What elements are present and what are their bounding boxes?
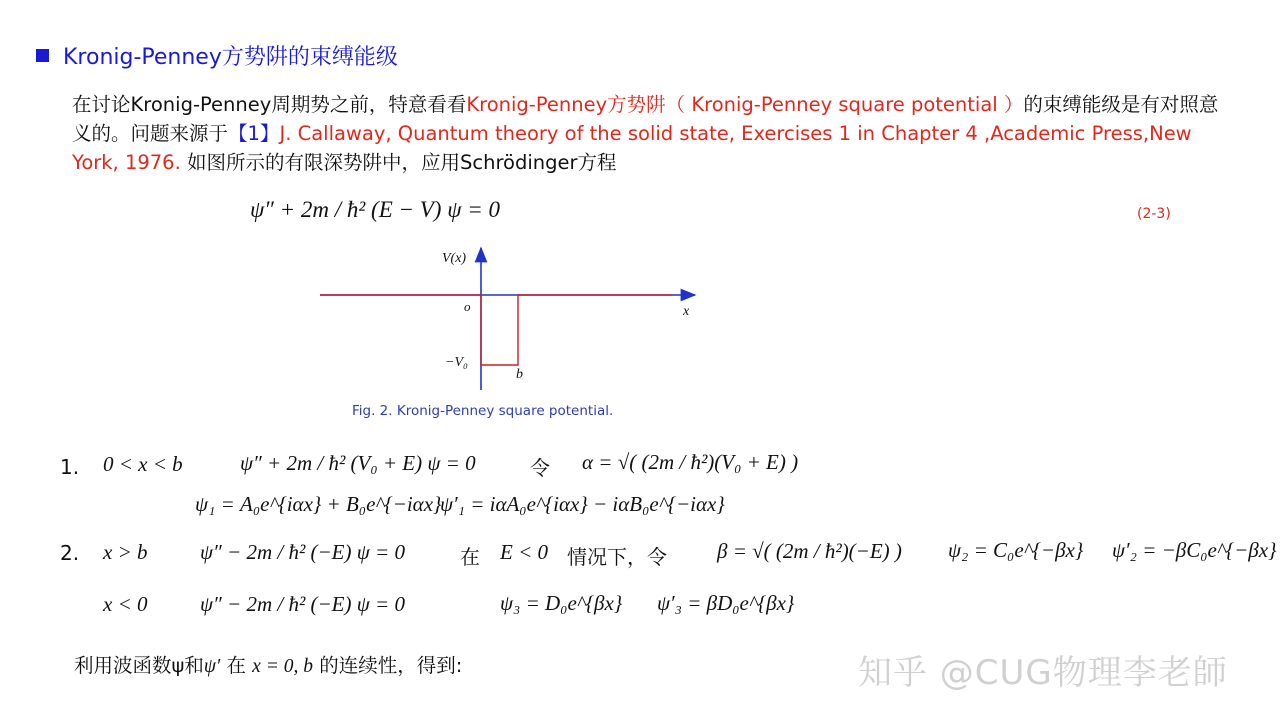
continuity-prefix: 利用波函数ψ和 bbox=[74, 654, 204, 677]
case-3-region: x < 0 bbox=[103, 592, 148, 616]
intro-text-2: 的束缚能级是有对照意义的。问题来源于 bbox=[72, 93, 1219, 145]
y-axis-label: V(x) bbox=[442, 251, 467, 266]
intro-text-3: 如图所示的有限深势阱中，应用Schrödinger方程 bbox=[180, 151, 617, 174]
case-1-let-word: 令 bbox=[530, 456, 550, 480]
figure-caption: Fig. 2. Kronig-Penney square potential. bbox=[352, 403, 614, 419]
slide-title bbox=[36, 40, 398, 71]
continuity-mid: 在 bbox=[220, 654, 253, 677]
origin-label: o bbox=[464, 299, 471, 314]
psi1-derivative: ψ′₁ = iαA₀e^{iαx} − iαB₀e^{−iαx} bbox=[440, 492, 725, 516]
psi1-solution: ψ₁ = A₀e^{iαx} + B₀e^{−iαx} bbox=[195, 492, 442, 516]
case-2-equation: ψ″ − 2m / ħ² (−E) ψ = 0 bbox=[200, 540, 405, 564]
condition-suffix: 情况下，令 bbox=[567, 545, 667, 569]
schrodinger-equation: ψ″ + 2m / ħ² (E − V) ψ = 0 bbox=[250, 197, 501, 222]
square-bullet-icon bbox=[36, 49, 49, 62]
energy-condition: E < 0 bbox=[500, 540, 548, 564]
continuity-suffix: 的连续性，得到: bbox=[313, 654, 463, 677]
condition-prefix: 在 bbox=[460, 545, 480, 569]
case-1-region: 0 < x < b bbox=[103, 452, 183, 476]
intro-text-1: 在讨论Kronig-Penney周期势之前，特意看看 bbox=[72, 93, 467, 116]
beta-definition: β = √( (2m / ħ²)(−E) ) bbox=[717, 539, 902, 563]
potential-well-figure bbox=[310, 238, 710, 398]
reference-citation: J. Callaway, Quantum theory of the solid state, Exercises 1 in Chapter 4 ,Academic Press,New York, 1976. bbox=[72, 122, 1192, 174]
x-axis-label: x bbox=[683, 304, 690, 319]
potential-profile bbox=[320, 295, 672, 365]
equation-number: (2-3) bbox=[1137, 206, 1171, 222]
well-depth-label: −V₀ bbox=[445, 355, 468, 370]
title-text: Kronig-Penney方势阱的束缚能级 bbox=[63, 45, 398, 70]
case-1-number: 1. bbox=[60, 455, 80, 479]
psi2-solution: ψ₂ = C₀e^{−βx} bbox=[948, 538, 1084, 562]
case-2-region: x > b bbox=[103, 540, 148, 564]
psi2-derivative: ψ′₂ = −βC₀e^{−βx} bbox=[1112, 538, 1277, 562]
psi-prime-symbol: ψ′ bbox=[203, 656, 221, 677]
psi3-derivative: ψ′₃ = βD₀e^{βx} bbox=[657, 591, 795, 615]
case-1-equation: ψ″ + 2m / ħ² (V₀ + E) ψ = 0 bbox=[240, 451, 476, 475]
intro-paragraph bbox=[72, 90, 1222, 177]
intro-highlight-potential: Kronig-Penney方势阱（ Kronig-Penney square potential ） bbox=[466, 93, 1024, 116]
continuity-points: x = 0, b bbox=[252, 656, 313, 677]
alpha-definition: α = √( (2m / ħ²)(V₀ + E) ) bbox=[582, 450, 799, 474]
case-2-number: 2. bbox=[60, 541, 80, 565]
watermark: 知乎 @CUG物理李老師 bbox=[858, 653, 1228, 693]
psi3-solution: ψ₃ = D₀e^{βx} bbox=[500, 591, 623, 615]
b-label: b bbox=[516, 367, 523, 382]
continuity-sentence bbox=[74, 650, 462, 678]
reference-marker: 【1】 bbox=[228, 122, 280, 145]
case-3-equation: ψ″ − 2m / ħ² (−E) ψ = 0 bbox=[200, 592, 405, 616]
